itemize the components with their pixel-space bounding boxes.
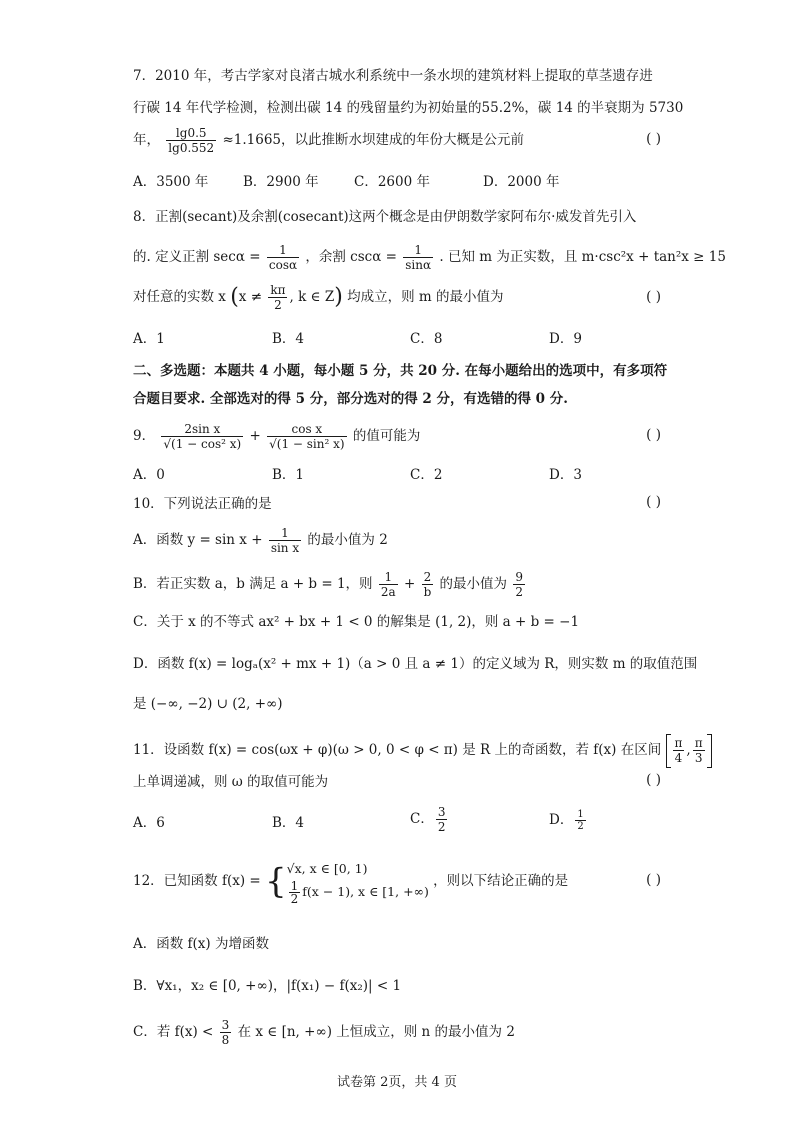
q10-b-fraction-2 (422, 570, 434, 599)
q12-option-b: B．∀x₁，x₂ ∈ [0, +∞)，|f(x₁) − f(x₂)| < 1 (133, 978, 402, 994)
q8-cond-den: 2 (274, 298, 282, 312)
q11-c-prefix: C． (410, 811, 434, 827)
q8-sec-num: 1 (267, 243, 299, 258)
q11-d-den: 2 (577, 821, 584, 832)
q12-prefix: 12．已知函数 f(x) = (133, 873, 261, 889)
q8-cond-num: kπ (270, 283, 286, 297)
q9-option-b: B．1 (272, 467, 305, 483)
q10-option-d-line1: D．函数 f(x) = logₐ(x² + mx + 1)（a > 0 且 a ≠ 1）的定义域为 R，则实数 m 的取值范围 (133, 656, 698, 672)
q9-fraction-2 (267, 422, 346, 451)
q9-option-c: C．2 (410, 467, 443, 483)
q11-d-num: 1 (577, 809, 584, 820)
q9-plus: + (249, 428, 261, 444)
q8-cond: x ≠ (238, 289, 263, 305)
q7-line3 (133, 125, 524, 155)
q8-sec-den: cosα (268, 258, 298, 272)
q10-b-f3-den: 2 (515, 585, 523, 599)
q12-suffix: ，则以下结论正确的是 (433, 873, 569, 889)
q8-sec-fraction (267, 243, 299, 272)
q11-option-a: A．6 (133, 815, 165, 831)
q12-case2-den: 2 (290, 892, 299, 906)
q11-answer-paren: ( ) (646, 772, 661, 788)
q10-b-prefix: B．若正实数 a，b 满足 a + b = 1，则 (133, 576, 373, 592)
q11-int-f1-num: π (674, 736, 683, 750)
q10-a-fraction (269, 526, 301, 555)
q12-option-a: A．函数 f(x) 为增函数 (133, 936, 269, 952)
q8-cond2: , k ∈ Z (289, 289, 335, 305)
q12-option-c (133, 1015, 515, 1049)
q7-option-c: C．2600 年 (354, 174, 430, 190)
q9-suffix: 的值可能为 (352, 428, 421, 444)
q9-f2-den: √(1 − sin² x) (269, 437, 345, 451)
q7-option-a: A．3500 年 (133, 174, 209, 190)
q7-frac-num: lg0.5 (166, 126, 216, 141)
q8-option-c: C．8 (410, 331, 443, 347)
q8-line2 (133, 240, 726, 274)
q11-option-b: B．4 (272, 815, 305, 831)
q10-b-plus: + (403, 576, 416, 592)
q8-line1: 8．正割(secant)及余割(cosecant)这两个概念是由伊朗数学家阿布尔·威发首先引入 (133, 209, 637, 225)
q9-option-d: D．3 (549, 467, 582, 483)
q11-c-fraction (436, 805, 448, 834)
q8-csc-den: sinα (405, 258, 432, 272)
q9-stem (133, 418, 420, 454)
section2-heading-line2: 合题目要求. 全部选对的得 5 分，部分选对的得 2 分，有选错的得 0 分. (133, 391, 568, 407)
q11-int-sep: , (686, 742, 691, 758)
q10-a-prefix: A．函数 y = sin x + (133, 532, 263, 548)
q8-option-b: B．4 (272, 331, 305, 347)
q10-stem: 10．下列说法正确的是 (133, 496, 272, 512)
section2-heading-line1: 二、多选题：本题共 4 小题，每小题 5 分，共 20 分. 在每小题给出的选项中，有多项符 (133, 363, 668, 379)
q9-option-a: A．0 (133, 467, 165, 483)
q11-int-f2-den: 3 (694, 751, 703, 765)
q8-csc-num: 1 (403, 243, 433, 258)
q12-case2-fraction (289, 880, 301, 905)
q9-f2-num: cos x (267, 422, 346, 437)
q9-answer-paren: ( ) (646, 427, 661, 443)
q9-f1-den: √(1 − cos² x) (163, 437, 242, 451)
q8-option-d: D．9 (549, 331, 582, 347)
q9-fraction-1 (161, 422, 243, 451)
q8-answer-paren: ( ) (646, 289, 661, 305)
q12-c-den: 8 (221, 1033, 230, 1047)
q11-c-den: 2 (437, 820, 446, 834)
q11-option-c (410, 802, 449, 836)
q7-option-d: D．2000 年 (483, 174, 560, 190)
q10-b-f3-num: 9 (515, 570, 523, 584)
q11-int-fraction-1 (673, 736, 685, 765)
q8-line3: 对任意的实数 x (x ≠ $\frac{k\pi}{2}$ , k ∈ Z) 均成立，则 m 的最小值为 (133, 283, 504, 312)
q8-option-a: A．1 (133, 331, 165, 347)
q10-option-d-line2: 是 (−∞, −2) ∪ (2, +∞) (133, 696, 283, 712)
q8-cond-fraction (268, 283, 287, 312)
q10-b-f2-num: 2 (422, 570, 434, 585)
q11-option-d (549, 805, 588, 835)
q10-a-num: 1 (269, 526, 301, 541)
q12-c-prefix: C．若 f(x) < (133, 1024, 214, 1040)
q12-case1: √x, x ∈ [0, 1) (286, 861, 368, 876)
q11-line1 (133, 731, 712, 769)
q11-int-f1-den: 4 (674, 751, 683, 765)
q12-case2-rest: f(x − 1), x ∈ [1, +∞) (302, 884, 429, 899)
q10-answer-paren: ( ) (646, 494, 661, 510)
q10-a-den: sin x (270, 541, 300, 555)
q11-c-num: 3 (437, 805, 446, 819)
q7-line2: 行碳 14 年代学检测，检测出碳 14 的残留量约为初始量的55.2%，碳 14 的半衰期为 5730 (133, 100, 684, 116)
q7-option-b: B．2900 年 (243, 174, 319, 190)
q11-d-fraction (575, 809, 585, 832)
q8-line3-b: 均成立，则 m 的最小值为 (347, 289, 504, 305)
q12-stem (133, 853, 568, 909)
q11-line2: 上单调递减，则 ω 的取值可能为 (133, 774, 329, 790)
q11-int-f2-num: π (694, 736, 703, 750)
q10-option-b (133, 567, 527, 601)
q8-line2-c: . 已知 m 为正实数，且 m·csc²x + tan²x ≥ 15 (439, 249, 726, 265)
q8-csc-fraction (403, 243, 433, 272)
q11-right-bracket (707, 734, 712, 768)
q7-answer-paren: ( ) (646, 131, 661, 147)
q10-b-mid: 的最小值为 (439, 576, 508, 592)
q11-line1-a: 11．设函数 f(x) = cos(ωx + φ)(ω > 0, 0 < φ < π) 是 R 上的奇函数，若 f(x) 在区间 (133, 742, 662, 758)
q10-option-c: C．关于 x 的不等式 ax² + bx + 1 < 0 的解集是 (1, 2)，则 a + b = −1 (133, 614, 580, 630)
q12-brace: { (265, 861, 287, 902)
q10-b-fraction-1 (379, 570, 398, 599)
q12-cases (287, 858, 429, 905)
q10-a-suffix: 的最小值为 2 (307, 532, 388, 548)
q9-prefix: 9． (133, 428, 156, 444)
q10-option-a (133, 523, 388, 557)
q7-fraction (166, 126, 216, 155)
q11-left-bracket (666, 734, 671, 768)
q12-c-suffix: 在 x ∈ [n, +∞) 上恒成立，则 n 的最小值为 2 (237, 1024, 515, 1040)
page-footer: 试卷第 2页，共 4 页 (337, 1075, 457, 1090)
q7-line3-suffix: ≈1.1665，以此推断水坝建成的年份大概是公元前 (222, 132, 525, 148)
q12-c-fraction (220, 1018, 232, 1047)
q7-frac-den: lg0.552 (168, 141, 215, 155)
q11-d-prefix: D． (549, 812, 574, 828)
q10-b-f1-num: 1 (379, 570, 398, 585)
q8-line2-a: 的. 定义正割 secα = (133, 249, 261, 265)
q12-case2 (287, 880, 429, 905)
q9-f1-num: 2sin x (161, 422, 243, 437)
q10-b-f1-den: 2a (380, 585, 396, 599)
q12-answer-paren: ( ) (646, 872, 661, 888)
q10-b-fraction-3 (513, 570, 525, 599)
q8-line3-a: 对任意的实数 x (133, 289, 226, 305)
q10-b-f2-den: b (423, 585, 432, 599)
q12-c-num: 3 (221, 1018, 230, 1032)
q12-case2-num: 1 (290, 879, 299, 893)
q7-line3-prefix: 年， (133, 132, 160, 148)
q8-line2-b: ，余割 cscα = (305, 249, 397, 265)
q11-int-fraction-2 (693, 736, 705, 765)
q7-line1: 7．2010 年，考古学家对良渚古城水利系统中一条水坝的建筑材料上提取的草茎遗存进 (133, 68, 653, 84)
